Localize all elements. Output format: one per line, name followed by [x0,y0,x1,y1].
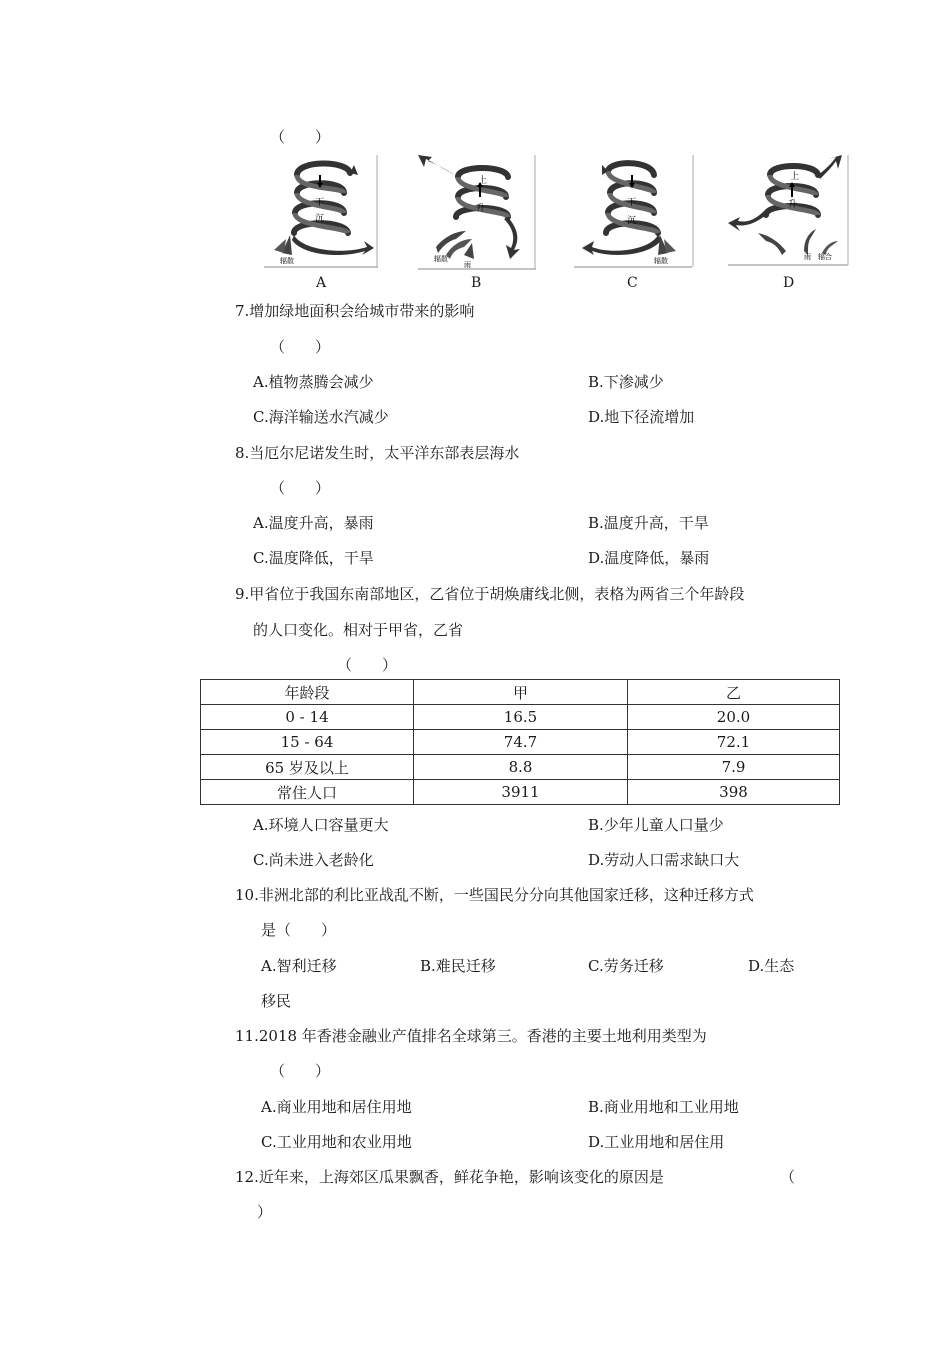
table-cell: 0 - 14 [201,705,414,730]
q8-option-b: B.温度升高，干旱 [588,514,709,532]
q11-option-b: B.商业用地和工业用地 [588,1098,739,1116]
q11-stem: 11.2018 年香港金融业产值排名全球第三。香港的主要土地利用类型为 [235,1027,707,1045]
q7-stem: 7.增加绿地面积会给城市带来的影响 [235,302,475,320]
table-cell: 8.8 [414,755,628,780]
table-cell: 3911 [414,780,628,805]
q9-option-a: A.环境人口容量更大 [253,816,389,834]
q9-paren: （ ） [337,656,398,674]
q11-option-c: C.工业用地和农业用地 [261,1133,412,1151]
figure-a-text-1: 沉 [315,214,325,224]
q9-table [200,679,840,805]
figure-d-label: D [783,275,795,291]
q10-option-c: C.劳务迁移 [588,957,664,975]
q8-option-d: D.温度降低，暴雨 [588,549,710,567]
q9-option-c: C.尚未进入老龄化 [253,851,374,869]
q10-stem-line2: 是（ ） [261,921,337,939]
table-header-cell: 年龄段 [201,680,414,705]
figure-b-text-2: 辐散 [434,255,448,263]
q12-stem: 12.近年来，上海郊区瓜果飘香，鲜花争艳，影响该变化的原因是 [235,1168,664,1186]
figure-a-label: A [316,275,327,291]
figure-b-diagram [416,155,538,270]
figure-a-text-0: 下 [315,198,325,208]
q7-option-b: B.下渗减少 [588,373,664,391]
figure-b-text-3: 雨 [464,261,471,269]
table-cell: 65 岁及以上 [201,755,414,780]
table-row [201,705,840,730]
table-header-cell: 乙 [628,680,840,705]
q9-stem-line1: 9.甲省位于我国东南部地区，乙省位于胡焕庸线北侧，表格为两省三个年龄段 [235,585,745,603]
q11-option-d: D.工业用地和居住用 [588,1133,725,1151]
q6-paren: （ ） [270,128,331,146]
table-row [201,730,840,755]
q8-option-c: C.温度降低，干旱 [253,549,374,567]
figure-a-text-2: 辐散 [280,257,294,265]
q10-option-a: A.智利迁移 [261,957,337,975]
q8-option-a: A.温度升高，暴雨 [253,514,374,532]
figure-c [572,155,694,270]
q7-option-c: C.海洋输送水汽减少 [253,408,389,426]
figure-d-text-0: 上 [790,172,800,182]
table-row [201,780,840,805]
figure-d-text-2: 雨 [804,253,811,261]
figure-c-text-1: 沉 [627,216,637,226]
q11-option-a: A.商业用地和居住用地 [261,1098,412,1116]
table-row [201,755,840,780]
q7-paren: （ ） [270,338,331,356]
q10-option-d-wrap: 移民 [261,992,292,1010]
figure-b-text-1: 升 [476,204,486,214]
figure-a-diagram [262,155,380,270]
q7-option-a: A.植物蒸腾会减少 [253,373,374,391]
table-header-row [201,680,840,705]
q8-paren: （ ） [270,479,331,497]
q9-stem-line2: 的人口变化。相对于甲省，乙省 [253,621,464,639]
figure-d-text-3: 辐合 [818,253,832,261]
figure-a [262,155,380,270]
figure-c-text-2: 辐散 [654,257,668,265]
q12-paren-open: （ [780,1168,796,1186]
table-cell: 398 [628,780,840,805]
q12-paren-close: ） [257,1203,273,1221]
table-cell: 72.1 [628,730,840,755]
table-cell: 15 - 64 [201,730,414,755]
figure-c-diagram [572,155,694,270]
figure-c-text-0: 下 [627,198,637,208]
figure-c-label: C [627,275,638,291]
q8-stem: 8.当厄尔尼诺发生时，太平洋东部表层海水 [235,444,520,462]
figure-b [416,155,538,270]
q9-option-b: B.少年儿童人口量少 [588,816,724,834]
figure-d-diagram [726,155,850,268]
figure-b-text-0: 上 [478,176,488,186]
figure-b-label: B [471,275,482,291]
table-cell: 74.7 [414,730,628,755]
q7-option-d: D.地下径流增加 [588,408,695,426]
q9-option-d: D.劳动人口需求缺口大 [588,851,740,869]
figure-d-text-1: 升 [788,200,798,210]
q10-option-b: B.难民迁移 [420,957,496,975]
table-header-cell: 甲 [414,680,628,705]
table-cell: 20.0 [628,705,840,730]
table-cell: 16.5 [414,705,628,730]
figure-d [726,155,850,268]
q11-paren: （ ） [270,1062,331,1080]
table-cell: 7.9 [628,755,840,780]
q10-stem-line1: 10.非洲北部的利比亚战乱不断，一些国民分分向其他国家迁移，这种迁移方式 [235,886,754,904]
table-cell: 常住人口 [201,780,414,805]
q10-option-d: D.生态 [748,957,795,975]
